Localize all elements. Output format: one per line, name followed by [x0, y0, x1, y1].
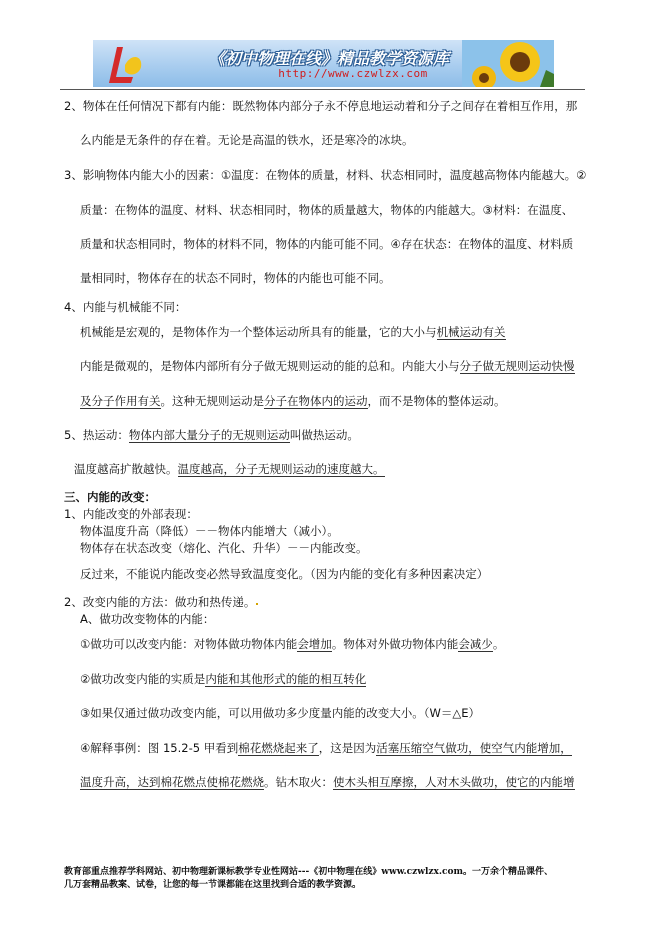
banner-url[interactable]: http://www.czwlzx.com [278, 67, 428, 80]
banner-title: 《初中物理在线》精品教学资源库 [208, 49, 449, 68]
site-logo-icon [103, 43, 147, 85]
para-3-line-4: 量相同时，物体存在的状态不同时，物体的内能也可能不同。 [80, 271, 391, 285]
para-4-heading: 4、内能与机械能不同： [64, 300, 187, 314]
text: 5、热运动： [64, 428, 129, 442]
sunflower-icon [462, 40, 554, 87]
text: ①做功可以改变内能：对物体做功物体内能 [80, 637, 298, 651]
item-2-heading: 2、改变内能的方法：做功和热传递。 [64, 595, 256, 609]
underlined-text: 活塞压缩空气做功，使空气内能增加， [376, 741, 572, 755]
underlined-text: 使木头相互摩擦，人对木头做功，使它的内能增 [333, 775, 575, 789]
item-2-sub-a: A、做功改变物体的内能： [80, 612, 215, 626]
item-2-line-2 [80, 672, 366, 686]
para-3-line-2: 质量：在物体的温度、材料、状态相同时，物体的质量越大，物体的内能越大。③材料：在温度、 [80, 203, 574, 217]
underlined-text: 机械运动有关 [436, 325, 506, 339]
footer-line-2: 几万套精品教案、试卷，让您的每一节课都能在这里找到合适的教学资源。 [64, 880, 362, 890]
item-1-heading: 1、内能改变的外部表现： [64, 507, 198, 521]
underlined-text: 内能和其他形式的能的相互转化 [205, 672, 367, 686]
marker-dot [256, 603, 258, 605]
text: 叫做热运动。 [289, 428, 359, 442]
para-5-line-1 [64, 428, 359, 442]
underlined-text: 分子做无规则运动快慢 [459, 359, 575, 373]
para-5-line-2 [74, 462, 385, 476]
text: ②做功改变内能的实质是 [80, 672, 206, 686]
underlined-text: 温度升高，达到棉花燃点使棉花燃烧 [80, 775, 264, 789]
para-4-line-2 [80, 359, 575, 373]
section-3-heading: 三、内能的改变： [64, 490, 156, 504]
header-banner [93, 40, 554, 87]
text: 内能是微观的，是物体内部所有分子做无规则运动的能的总和。内能大小与 [80, 359, 460, 373]
underlined-text: 会增加 [297, 637, 332, 651]
text: 温度越高扩散越快。 [74, 462, 178, 476]
underlined-text: 温度越高，分子无规则运动的速度越大。 [177, 462, 385, 476]
item-1-line-1: 物体温度升高（降低）－－物体内能增大（减小）。 [80, 524, 339, 538]
item-2-line-1 [80, 637, 504, 651]
text: 机械能是宏观的，是物体作为一个整体运动所具有的能量，它的大小与 [80, 325, 437, 339]
para-4-line-3 [80, 394, 506, 408]
para-2-line-2: 么内能是无条件的存在着。无论是高温的铁水，还是寒冷的冰块。 [80, 133, 414, 147]
underlined-text: 棉花燃烧起来了 [238, 741, 319, 755]
text: ④解释事例：图 15.2-5 甲看到 [80, 741, 239, 755]
para-4-line-1 [80, 325, 506, 339]
item-1-line-2: 物体存在状态改变（熔化、汽化、升华）－－内能改变。 [80, 541, 368, 555]
item-2-line-4 [80, 741, 572, 755]
para-3-line-1: 3、影响物体内能大小的因素：①温度：在物体的质量，材料、状态相同时，温度越高物体内能越大。② [64, 168, 587, 182]
text: 。物体对外做功物体内能 [331, 637, 459, 651]
text: 。钻木取火： [264, 775, 333, 789]
header-divider [60, 89, 585, 90]
para-3-line-3: 质量和状态相同时，物体的材料不同，物体的内能可能不同。④存在状态：在物体的温度、材料质 [80, 237, 574, 251]
para-2-line-1: 2、物体在任何情况下都有内能：既然物体内部分子永不停息地运动着和分子之间存在着相互作用，那 [64, 99, 578, 113]
item-2-line-5 [80, 775, 575, 789]
text: ，这是因为 [318, 741, 377, 755]
underlined-text: 会减少 [458, 637, 493, 651]
text: 。 [492, 637, 505, 651]
underlined-text: 及分子作用有关 [80, 394, 161, 408]
underlined-text: 物体内部大量分子的无规则运动 [128, 428, 290, 442]
item-1-line-3: 反过来，不能说内能改变必然导致温度变化。（因为内能的变化有多种因素决定） [80, 567, 489, 581]
underlined-text: 分子在物体内的运动 [264, 394, 368, 408]
text: ，而不是物体的整体运动。 [367, 394, 506, 408]
text: 。这种无规则运动是 [160, 394, 264, 408]
footer-line-1: 教育部重点推荐学科网站、初中物理新课标教学专业性网站---《初中物理在线》www.czwlzx.com。一万余个精品课件、 [64, 867, 554, 877]
item-2-line-3: ③如果仅通过做功改变内能，可以用做功多少度量内能的改变大小。（W＝△E） [80, 706, 481, 720]
